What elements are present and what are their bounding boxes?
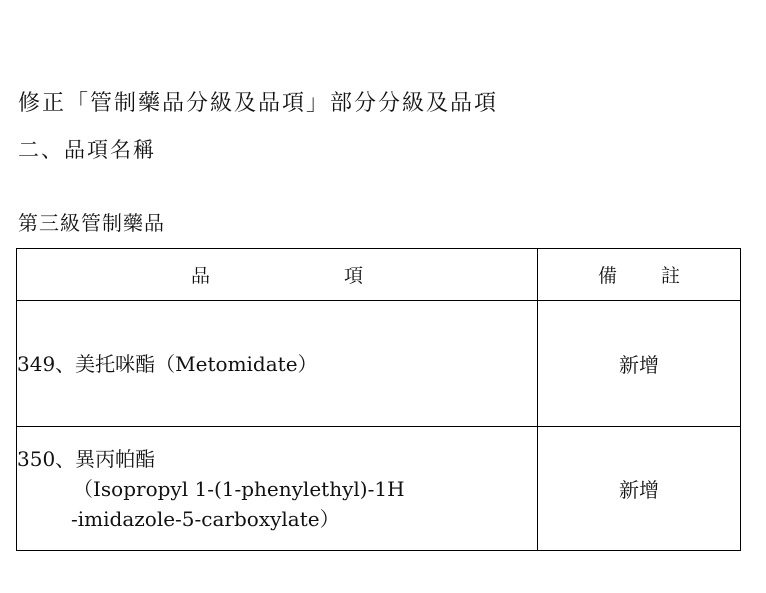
- drug-items-table: [16, 248, 741, 551]
- note-header-char-2: 註: [660, 265, 680, 287]
- drug-schedule-label: 第三級管制藥品: [18, 211, 165, 235]
- note-column-header: [538, 249, 741, 301]
- item-english-name-line-1: （Isopropyl 1-(1-phenylethyl)-1H: [73, 476, 405, 501]
- table-row: [17, 427, 741, 551]
- table-row: [17, 301, 741, 427]
- note-cell: 新增: [538, 301, 741, 427]
- item-column-header: [17, 249, 538, 301]
- item-name: 350、異丙帕酯: [17, 446, 156, 471]
- item-header-char-1: 品: [191, 265, 211, 287]
- item-header-char-2: 項: [343, 265, 363, 287]
- note-cell: 新增: [538, 427, 741, 551]
- item-name: 349、美托咪酯（Metomidate）: [17, 351, 318, 376]
- document-title: 修正「管制藥品分級及品項」部分分級及品項: [18, 91, 499, 116]
- item-cell: [17, 427, 538, 551]
- item-english-name-line-2: -imidazole-5-carboxylate）: [71, 506, 340, 531]
- section-heading: 二、品項名稱: [18, 138, 156, 162]
- note-header-char-1: 備: [598, 265, 618, 287]
- table-header-row: [17, 249, 741, 301]
- item-cell: [17, 301, 538, 427]
